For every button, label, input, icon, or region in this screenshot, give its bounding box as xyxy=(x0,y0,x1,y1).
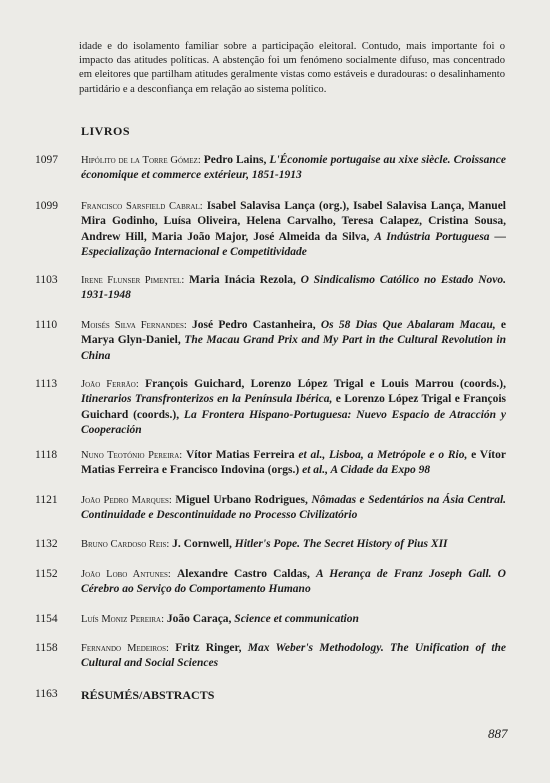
book-authors: Pedro Lains, xyxy=(203,154,267,166)
book-title: O Sindicalismo Católico no Estado Novo. 1931-1948 xyxy=(81,274,506,302)
book-title: A Herança de Franz Joseph Gall. O Cérebro ao Serviço do Comportamento Humano xyxy=(81,568,506,596)
book-authors: Vítor Matias Ferreira xyxy=(185,449,295,461)
reviewer-name: João Ferrão: xyxy=(81,379,139,390)
reviewer-name: Hipólito de la Torre Gómez: xyxy=(81,155,201,166)
entry-body xyxy=(81,448,506,479)
book-authors: Alexandre Castro Caldas, xyxy=(176,568,310,580)
entry-page-number: 1097 xyxy=(35,154,58,166)
book-authors: François Guichard, Lorenzo López Trigal e Louis Marrou (coords.), xyxy=(145,378,507,390)
entry-body xyxy=(81,641,506,672)
book-title-second: The Macau Grand Prix and My Part in the Cultural Revolution in China xyxy=(81,334,506,362)
book-title: L'Économie portugaise au xixe siècle. Croissance économique et commerce extérieur, 1851-1913 xyxy=(81,154,506,182)
reviewer-name: Bruno Cardoso Reis: xyxy=(81,539,170,550)
entry-page-number: 1113 xyxy=(35,378,58,390)
section-heading-abstracts: RÉSUMÉS/ABSTRACTS xyxy=(81,688,215,702)
entry-body xyxy=(81,567,506,598)
reviewer-name: Francisco Sarsfield Cabral: xyxy=(81,201,203,212)
reviewer-name: Fernando Medeiros: xyxy=(81,643,169,654)
book-title-second: La Frontera Hispano-Portuguesa: Nuevo Espacio de Atracción y Cooperación xyxy=(81,408,506,437)
book-title: Hitler's Pope. The Secret History of Pius XII xyxy=(234,538,448,550)
entry-page-number: 1103 xyxy=(35,274,58,286)
book-authors: Isabel Salavisa Lança (org.), Isabel Salavisa Lança, Manuel Mira Godinho, Luísa Oliveira, Helena Carvalho, Teresa Calapez, Cristina Sousa, Andrew Hill, Maria João Major, José Almeida da Silva, xyxy=(81,200,506,243)
entry-body xyxy=(81,273,506,304)
book-authors: Miguel Urbano Rodrigues, xyxy=(175,494,308,506)
reviewer-name: Moisés Silva Fernandes: xyxy=(81,320,187,331)
section-title: LIVROS xyxy=(81,124,131,138)
book-authors: Maria Inácia Rezola, xyxy=(189,274,296,286)
book-authors-second: e Marya Glyn-Daniel, xyxy=(81,319,507,347)
reviewer-name: João Lobo Antunes: xyxy=(81,569,171,580)
entry-page-number: 1118 xyxy=(35,449,58,461)
entry-page-number: 1154 xyxy=(35,613,58,625)
entry-body xyxy=(81,493,506,524)
book-authors-second: e Lorenzo López Trigal e François Guichard (coords.), xyxy=(81,393,506,421)
book-title: Max Weber's Methodology. The Unification of the Cultural and Social Sciences xyxy=(81,642,507,670)
book-title: Itinerarios Transfronterizos en la Península Ibérica, xyxy=(81,393,333,406)
intro-paragraph: idade e do isolamento familiar sobre a participação eleitoral. Contudo, mais importante foi o impacto das atitudes políticas. A abstenção foi um fenómeno socialmente difuso, mas concentrado em eleitores que partilham atitudes geralmente vistas como estáveis e duradouras: o desalinhamento partidário e a desconfiança em relação ao sistema político. xyxy=(79,41,505,95)
page-number: 887 xyxy=(488,726,508,741)
book-title: et al., Lisboa, a Metrópole e o Rio, xyxy=(298,449,468,461)
entry-body xyxy=(81,153,506,184)
entry-page-number: 1152 xyxy=(35,568,58,580)
book-title: A Indústria Portuguesa — Especialização Internacional e Competitividade xyxy=(81,230,506,259)
book-title-second: et al., A Cidade da Expo 98 xyxy=(302,464,431,477)
book-title: Os 58 Dias Que Abalaram Macau, xyxy=(320,319,496,331)
book-title: Nômadas e Sedentários na Ásia Central. Continuidade e Descontinuidade no Processo Civilizatório xyxy=(81,494,507,522)
entry-page-number: 1121 xyxy=(35,494,58,506)
reviewer-name: João Pedro Marques: xyxy=(81,495,172,506)
entry-body xyxy=(81,612,506,627)
entry-page-number: 1132 xyxy=(35,538,58,550)
book-authors: J. Cornwell, xyxy=(172,538,232,550)
book-authors-second: e Vítor Matias Ferreira e Francisco Indovina (orgs.) xyxy=(81,449,506,477)
reviewer-name: Luís Moniz Pereira: xyxy=(81,614,165,625)
reviewer-name: Irene Flunser Pimentel: xyxy=(81,275,185,286)
book-title: Science et communication xyxy=(234,613,359,625)
book-authors: João Caraça, xyxy=(166,613,232,625)
entry-body xyxy=(81,318,506,364)
entry-page-number: 1158 xyxy=(35,642,58,654)
reviewer-name: Nuno Teotónio Pereira: xyxy=(81,450,183,461)
entry-body xyxy=(81,537,506,552)
book-authors: Fritz Ringer, xyxy=(175,642,242,654)
entry-page-number: 1099 xyxy=(35,200,58,212)
entry-body xyxy=(81,377,506,439)
book-authors: José Pedro Castanheira, xyxy=(192,319,316,331)
entry-page-number: 1163 xyxy=(35,688,58,700)
entry-body xyxy=(81,199,506,261)
entry-page-number: 1110 xyxy=(35,319,58,331)
